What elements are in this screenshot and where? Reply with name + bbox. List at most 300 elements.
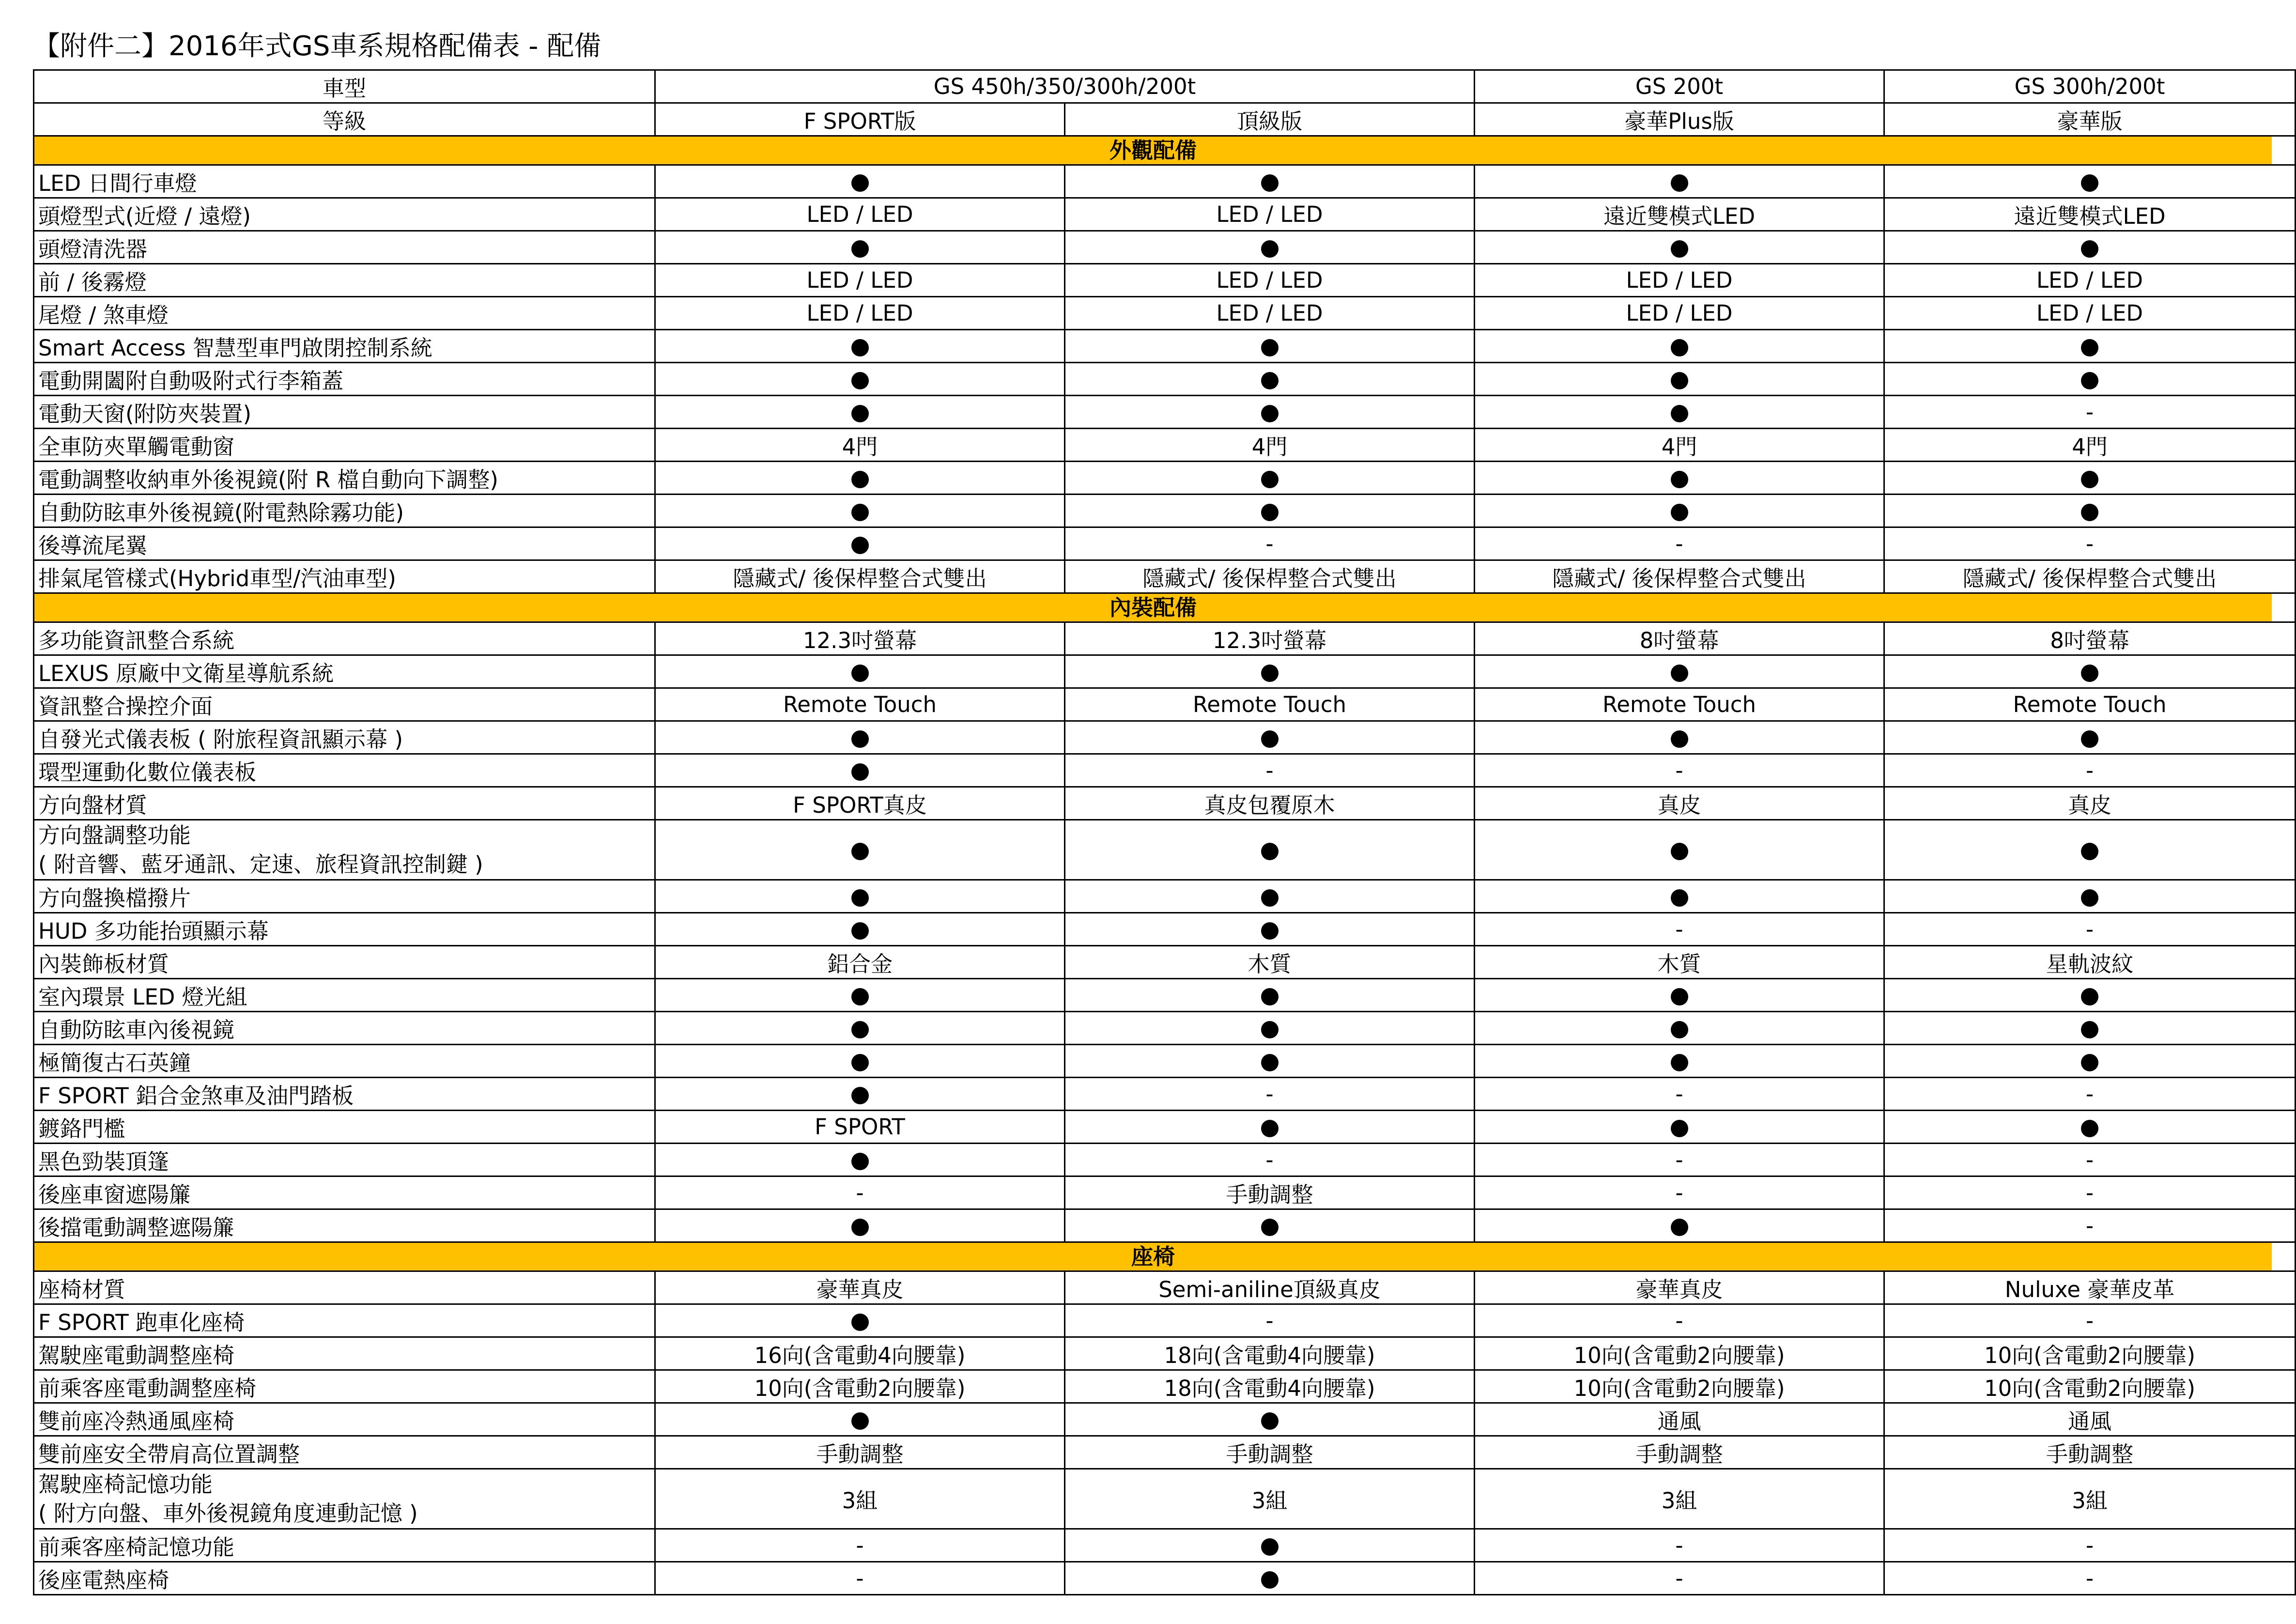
- equipped-dot-icon: [851, 1087, 869, 1104]
- spec-value-cell: [1475, 1111, 1884, 1144]
- section-header-row: [34, 593, 2296, 622]
- equipped-dot-icon: [1671, 174, 1688, 192]
- spec-value-cell: [655, 880, 1065, 913]
- spec-value-cell: 3組: [1475, 1469, 1884, 1529]
- equipped-dot-icon: [1261, 174, 1279, 192]
- spec-value-cell: [1884, 495, 2296, 527]
- equipped-dot-icon: [2081, 988, 2098, 1005]
- spec-value-cell: [655, 913, 1065, 946]
- spec-value-cell: -: [1475, 754, 1884, 787]
- equipped-dot-icon: [1261, 1538, 1279, 1556]
- spec-value-cell: [1065, 1012, 1475, 1045]
- spec-value-cell: [1475, 165, 1884, 198]
- feature-label: HUD 多功能抬頭顯示幕: [34, 913, 655, 946]
- spec-value-cell: [1065, 880, 1475, 913]
- equipped-dot-icon: [851, 922, 869, 940]
- equipped-dot-icon: [1261, 988, 1279, 1005]
- feature-label: 方向盤換檔撥片: [34, 880, 655, 913]
- equipped-dot-icon: [1671, 471, 1688, 488]
- equipped-dot-icon: [2081, 665, 2098, 682]
- table-row: [34, 264, 2296, 297]
- spec-value-cell: 隱藏式/ 後保桿整合式雙出: [655, 560, 1065, 593]
- section-title: 座椅: [34, 1243, 2272, 1270]
- spec-value-cell: Semi-aniline頂級真皮: [1065, 1271, 1475, 1304]
- spec-value-cell: -: [1884, 1209, 2296, 1242]
- spec-value-cell: [1065, 231, 1475, 264]
- spec-value-cell: [1065, 721, 1475, 754]
- section-header-row: [34, 136, 2296, 165]
- equipped-dot-icon: [2081, 1021, 2098, 1038]
- header-model-gs-group-2: GS 200t: [1475, 70, 1884, 103]
- spec-value-cell: Remote Touch: [1065, 688, 1475, 721]
- equipped-dot-icon: [851, 372, 869, 389]
- spec-value-cell: [1475, 1209, 1884, 1242]
- section-header-cell: [34, 1242, 2296, 1271]
- spec-value-cell: 隱藏式/ 後保桿整合式雙出: [1884, 560, 2296, 593]
- feature-label: 電動天窗(附防夾裝置): [34, 396, 655, 429]
- feature-label: 鍍鉻門檻: [34, 1111, 655, 1144]
- feature-label: 後座電熱座椅: [34, 1562, 655, 1595]
- spec-value-cell: 16向(含電動4向腰靠): [655, 1337, 1065, 1370]
- spec-value-cell: [1475, 231, 1884, 264]
- feature-label: 內裝飾板材質: [34, 946, 655, 979]
- spec-value-cell: 8吋螢幕: [1475, 622, 1884, 655]
- spec-value-cell: -: [655, 1529, 1065, 1562]
- equipped-dot-icon: [851, 665, 869, 682]
- spec-value-cell: 遠近雙模式LED: [1475, 198, 1884, 231]
- spec-value-cell: [1065, 979, 1475, 1012]
- equipped-dot-icon: [1671, 988, 1688, 1005]
- spec-value-cell: -: [1884, 1078, 2296, 1111]
- feature-label: 後座車窗遮陽簾: [34, 1176, 655, 1209]
- spec-value-cell: Remote Touch: [1884, 688, 2296, 721]
- equipped-dot-icon: [1671, 405, 1688, 422]
- spec-value-cell: [1475, 820, 1884, 880]
- spec-value-cell: 真皮包覆原木: [1065, 787, 1475, 820]
- equipped-dot-icon: [1671, 1219, 1688, 1236]
- spec-value-cell: [1475, 721, 1884, 754]
- feature-label: 雙前座安全帶肩高位置調整: [34, 1436, 655, 1469]
- feature-label: 環型運動化數位儀表板: [34, 754, 655, 787]
- equipped-dot-icon: [2081, 889, 2098, 907]
- spec-value-cell: 真皮: [1475, 787, 1884, 820]
- feature-label: 後導流尾翼: [34, 527, 655, 560]
- spec-value-cell: 10向(含電動2向腰靠): [1475, 1337, 1884, 1370]
- spec-value-cell: [655, 231, 1065, 264]
- table-row: [34, 979, 2296, 1012]
- feature-label: 頭燈型式(近燈 / 遠燈): [34, 198, 655, 231]
- spec-value-cell: [655, 820, 1065, 880]
- feature-label: LEXUS 原廠中文衛星導航系統: [34, 655, 655, 688]
- equipped-dot-icon: [1261, 372, 1279, 389]
- table-row: [34, 198, 2296, 231]
- equipped-dot-icon: [2081, 471, 2098, 488]
- spec-value-cell: [1065, 655, 1475, 688]
- table-row: [34, 880, 2296, 913]
- spec-value-cell: -: [1884, 396, 2296, 429]
- table-row: [34, 1271, 2296, 1304]
- spec-value-cell: [1065, 165, 1475, 198]
- table-row: [34, 1529, 2296, 1562]
- spec-value-cell: 10向(含電動2向腰靠): [655, 1370, 1065, 1403]
- feature-label: 資訊整合操控介面: [34, 688, 655, 721]
- table-row: [34, 560, 2296, 593]
- spec-value-cell: -: [1884, 1562, 2296, 1595]
- spec-value-cell: LED / LED: [655, 264, 1065, 297]
- equipped-dot-icon: [1261, 922, 1279, 940]
- equipped-dot-icon: [851, 730, 869, 748]
- spec-value-cell: -: [1475, 913, 1884, 946]
- spec-value-cell: [1884, 231, 2296, 264]
- spec-value-cell: [1475, 330, 1884, 363]
- equipped-dot-icon: [851, 763, 869, 781]
- spec-value-cell: 4門: [1475, 429, 1884, 462]
- feature-label: 自發光式儀表板 ( 附旅程資訊顯示幕 ): [34, 721, 655, 754]
- spec-value-cell: 遠近雙模式LED: [1884, 198, 2296, 231]
- table-row: [34, 1403, 2296, 1436]
- spec-value-cell: 18向(含電動4向腰靠): [1065, 1337, 1475, 1370]
- spec-value-cell: [655, 655, 1065, 688]
- equipped-dot-icon: [1261, 1054, 1279, 1071]
- document-title: 【附件二】2016年式GS車系規格配備表 - 配備: [33, 31, 601, 62]
- spec-value-cell: LED / LED: [1884, 297, 2296, 330]
- equipped-dot-icon: [1261, 1120, 1279, 1137]
- table-row: [34, 1078, 2296, 1111]
- table-row: [34, 946, 2296, 979]
- spec-value-cell: -: [1475, 1529, 1884, 1562]
- spec-value-cell: [655, 1045, 1065, 1078]
- spec-value-cell: [1475, 363, 1884, 396]
- equipped-dot-icon: [1261, 889, 1279, 907]
- spec-value-cell: [655, 165, 1065, 198]
- equipped-dot-icon: [1671, 372, 1688, 389]
- equipped-dot-icon: [2081, 372, 2098, 389]
- equipped-dot-icon: [851, 1219, 869, 1236]
- equipped-dot-icon: [1671, 339, 1688, 356]
- equipped-dot-icon: [2081, 174, 2098, 192]
- spec-value-cell: [1884, 1012, 2296, 1045]
- feature-label: 座椅材質: [34, 1271, 655, 1304]
- equipped-dot-icon: [2081, 730, 2098, 748]
- spec-value-cell: [1065, 462, 1475, 495]
- spec-value-cell: LED / LED: [655, 198, 1065, 231]
- feature-label: 電動開闔附自動吸附式行李箱蓋: [34, 363, 655, 396]
- equipped-dot-icon: [1671, 240, 1688, 258]
- table-row: [34, 1436, 2296, 1469]
- spec-value-cell: -: [1065, 1144, 1475, 1176]
- equipped-dot-icon: [851, 339, 869, 356]
- section-title: 外觀配備: [34, 137, 2272, 164]
- equipped-dot-icon: [851, 843, 869, 860]
- table-row: [34, 1337, 2296, 1370]
- spec-value-cell: [1884, 721, 2296, 754]
- feature-label: 方向盤材質: [34, 787, 655, 820]
- feature-label: 前乘客座電動調整座椅: [34, 1370, 655, 1403]
- table-row: [34, 231, 2296, 264]
- spec-value-cell: -: [1065, 754, 1475, 787]
- header-label-grade: 等級: [34, 103, 655, 136]
- spec-value-cell: [1884, 979, 2296, 1012]
- spec-value-cell: -: [1884, 913, 2296, 946]
- spec-value-cell: LED / LED: [1065, 198, 1475, 231]
- spec-value-cell: 豪華真皮: [655, 1271, 1065, 1304]
- table-row: [34, 330, 2296, 363]
- spec-value-cell: 木質: [1065, 946, 1475, 979]
- equipped-dot-icon: [851, 405, 869, 422]
- spec-value-cell: 10向(含電動2向腰靠): [1884, 1370, 2296, 1403]
- equipped-dot-icon: [1671, 1054, 1688, 1071]
- equipped-dot-icon: [851, 240, 869, 258]
- spec-value-cell: [1475, 396, 1884, 429]
- header-grade-luxury-plus: 豪華Plus版: [1475, 103, 1884, 136]
- equipped-dot-icon: [851, 889, 869, 907]
- feature-label: 後擋電動調整遮陽簾: [34, 1209, 655, 1242]
- table-row: [34, 913, 2296, 946]
- spec-value-cell: [655, 1304, 1065, 1337]
- spec-value-cell: 鋁合金: [655, 946, 1065, 979]
- spec-value-cell: 4門: [1884, 429, 2296, 462]
- spec-value-cell: -: [655, 1562, 1065, 1595]
- spec-value-cell: [1065, 363, 1475, 396]
- spec-value-cell: 真皮: [1884, 787, 2296, 820]
- header-row-grade: [34, 103, 2296, 136]
- spec-value-cell: LED / LED: [1065, 297, 1475, 330]
- spec-value-cell: [655, 363, 1065, 396]
- table-row: [34, 721, 2296, 754]
- table-row: [34, 1304, 2296, 1337]
- header-model-gs-group-3: GS 300h/200t: [1884, 70, 2296, 103]
- equipped-dot-icon: [851, 1153, 869, 1170]
- spec-value-cell: [1065, 1403, 1475, 1436]
- spec-value-cell: [1065, 1562, 1475, 1595]
- spec-value-cell: [655, 1209, 1065, 1242]
- table-row: [34, 165, 2296, 198]
- feature-label: 尾燈 / 煞車燈: [34, 297, 655, 330]
- spec-value-cell: Remote Touch: [655, 688, 1065, 721]
- equipped-dot-icon: [851, 1021, 869, 1038]
- spec-value-cell: 10向(含電動2向腰靠): [1475, 1370, 1884, 1403]
- spec-value-cell: [1475, 880, 1884, 913]
- spec-value-cell: [655, 1012, 1065, 1045]
- spec-value-cell: -: [1475, 1078, 1884, 1111]
- spec-value-cell: 隱藏式/ 後保桿整合式雙出: [1475, 560, 1884, 593]
- spec-value-cell: -: [1475, 1304, 1884, 1337]
- spec-value-cell: [1884, 165, 2296, 198]
- header-row-model: [34, 70, 2296, 103]
- spec-value-cell: [1884, 462, 2296, 495]
- equipped-dot-icon: [1671, 665, 1688, 682]
- spec-value-cell: -: [1884, 754, 2296, 787]
- spec-value-cell: [1884, 655, 2296, 688]
- equipped-dot-icon: [1261, 665, 1279, 682]
- spec-value-cell: [1065, 396, 1475, 429]
- spec-value-cell: -: [1065, 527, 1475, 560]
- spec-value-cell: -: [1475, 1562, 1884, 1595]
- equipped-dot-icon: [851, 504, 869, 521]
- equipped-dot-icon: [851, 471, 869, 488]
- spec-value-cell: [655, 1403, 1065, 1436]
- spec-value-cell: -: [1065, 1304, 1475, 1337]
- spec-value-cell: [1065, 1111, 1475, 1144]
- feature-label: LED 日間行車燈: [34, 165, 655, 198]
- spec-value-cell: [1065, 1529, 1475, 1562]
- spec-value-cell: 4門: [655, 429, 1065, 462]
- table-row: [34, 754, 2296, 787]
- spec-value-cell: [655, 462, 1065, 495]
- spec-value-cell: -: [1884, 527, 2296, 560]
- table-row: [34, 1144, 2296, 1176]
- spec-value-cell: 手動調整: [1065, 1436, 1475, 1469]
- spec-value-cell: [655, 495, 1065, 527]
- spec-value-cell: -: [655, 1176, 1065, 1209]
- feature-label-line: 駕駛座椅記憶功能: [38, 1471, 213, 1497]
- table-row: [34, 1111, 2296, 1144]
- spec-value-cell: 4門: [1065, 429, 1475, 462]
- spec-value-cell: [655, 527, 1065, 560]
- spec-value-cell: [1884, 1111, 2296, 1144]
- equipped-dot-icon: [1261, 240, 1279, 258]
- table-row: [34, 655, 2296, 688]
- table-row: [34, 1370, 2296, 1403]
- equipped-dot-icon: [1671, 504, 1688, 521]
- feature-label-line: 方向盤調整功能: [38, 822, 191, 848]
- feature-label: 室內環景 LED 燈光組: [34, 979, 655, 1012]
- equipped-dot-icon: [1261, 1571, 1279, 1589]
- equipped-dot-icon: [2081, 1120, 2098, 1137]
- spec-value-cell: [1475, 462, 1884, 495]
- spec-value-cell: LED / LED: [655, 297, 1065, 330]
- spec-value-cell: Nuluxe 豪華皮革: [1884, 1271, 2296, 1304]
- spec-value-cell: 手動調整: [1884, 1436, 2296, 1469]
- table-row: [34, 622, 2296, 655]
- equipped-dot-icon: [851, 1412, 869, 1430]
- spec-value-cell: LED / LED: [1884, 264, 2296, 297]
- equipped-dot-icon: [851, 988, 869, 1005]
- spec-value-cell: LED / LED: [1065, 264, 1475, 297]
- spec-value-cell: -: [1884, 1304, 2296, 1337]
- spec-value-cell: 星軌波紋: [1884, 946, 2296, 979]
- table-row: [34, 820, 2296, 880]
- spec-value-cell: [655, 754, 1065, 787]
- spec-value-cell: [655, 1144, 1065, 1176]
- spec-value-cell: [1065, 330, 1475, 363]
- table-row: [34, 495, 2296, 527]
- equipped-dot-icon: [851, 174, 869, 192]
- spec-value-cell: [655, 979, 1065, 1012]
- equipped-dot-icon: [1261, 471, 1279, 488]
- feature-label: F SPORT 鋁合金煞車及油門踏板: [34, 1078, 655, 1111]
- equipped-dot-icon: [851, 1054, 869, 1071]
- equipped-dot-icon: [2081, 1054, 2098, 1071]
- spec-value-cell: 18向(含電動4向腰靠): [1065, 1370, 1475, 1403]
- feature-label: [34, 820, 655, 880]
- feature-label: 駕駛座電動調整座椅: [34, 1337, 655, 1370]
- header-grade-luxury: 豪華版: [1884, 103, 2296, 136]
- spec-value-cell: 木質: [1475, 946, 1884, 979]
- table-row: [34, 1176, 2296, 1209]
- table-row: [34, 1562, 2296, 1595]
- spec-table: [33, 69, 2296, 1595]
- feature-label: 雙前座冷熱通風座椅: [34, 1403, 655, 1436]
- spec-value-cell: 3組: [655, 1469, 1065, 1529]
- spec-value-cell: [1475, 655, 1884, 688]
- equipped-dot-icon: [851, 1314, 869, 1331]
- feature-label: F SPORT 跑車化座椅: [34, 1304, 655, 1337]
- spec-value-cell: [1065, 913, 1475, 946]
- feature-label: Smart Access 智慧型車門啟閉控制系統: [34, 330, 655, 363]
- spec-value-cell: [1475, 1012, 1884, 1045]
- table-row: [34, 429, 2296, 462]
- equipped-dot-icon: [1261, 843, 1279, 860]
- header-grade-premium: 頂級版: [1065, 103, 1475, 136]
- spec-value-cell: [1884, 1045, 2296, 1078]
- spec-value-cell: -: [1884, 1144, 2296, 1176]
- table-row: [34, 1045, 2296, 1078]
- spec-value-cell: 通風: [1884, 1403, 2296, 1436]
- spec-value-cell: 手動調整: [1475, 1436, 1884, 1469]
- feature-label: 前乘客座椅記憶功能: [34, 1529, 655, 1562]
- table-row: [34, 1469, 2296, 1529]
- spec-value-cell: LED / LED: [1475, 297, 1884, 330]
- feature-label: 黑色勁裝頂篷: [34, 1144, 655, 1176]
- section-header-row: [34, 1242, 2296, 1271]
- table-row: [34, 1209, 2296, 1242]
- table-row: [34, 1012, 2296, 1045]
- spec-value-cell: [655, 721, 1065, 754]
- spec-value-cell: 豪華真皮: [1475, 1271, 1884, 1304]
- feature-label-note: ( 附音響、藍牙通訊、定速、旅程資訊控制鍵 ): [38, 851, 483, 877]
- spec-value-cell: [1884, 330, 2296, 363]
- spec-value-cell: [1475, 979, 1884, 1012]
- feature-label: 排氣尾管樣式(Hybrid車型/汽油車型): [34, 560, 655, 593]
- table-row: [34, 527, 2296, 560]
- table-row: [34, 787, 2296, 820]
- section-title: 內裝配備: [34, 594, 2272, 621]
- equipped-dot-icon: [1671, 1120, 1688, 1137]
- equipped-dot-icon: [1671, 889, 1688, 907]
- feature-label: 多功能資訊整合系統: [34, 622, 655, 655]
- spec-value-cell: [1065, 1209, 1475, 1242]
- feature-label: 全車防夾單觸電動窗: [34, 429, 655, 462]
- feature-label: 電動調整收納車外後視鏡(附 R 檔自動向下調整): [34, 462, 655, 495]
- spec-value-cell: [1065, 495, 1475, 527]
- spec-value-cell: -: [1884, 1176, 2296, 1209]
- spec-value-cell: [1884, 363, 2296, 396]
- equipped-dot-icon: [851, 537, 869, 554]
- spec-value-cell: [1884, 880, 2296, 913]
- equipped-dot-icon: [1261, 339, 1279, 356]
- spec-value-cell: [1065, 1045, 1475, 1078]
- equipped-dot-icon: [1261, 730, 1279, 748]
- equipped-dot-icon: [1261, 1219, 1279, 1236]
- feature-label: 自動防眩車外後視鏡(附電熱除霧功能): [34, 495, 655, 527]
- spec-value-cell: 8吋螢幕: [1884, 622, 2296, 655]
- spec-value-cell: 手動調整: [655, 1436, 1065, 1469]
- feature-label-note: ( 附方向盤、車外後視鏡角度連動記憶 ): [38, 1500, 418, 1526]
- equipped-dot-icon: [1261, 1412, 1279, 1430]
- equipped-dot-icon: [2081, 843, 2098, 860]
- spec-value-cell: -: [1475, 1176, 1884, 1209]
- spec-value-cell: [1884, 820, 2296, 880]
- table-row: [34, 396, 2296, 429]
- spec-value-cell: [655, 1078, 1065, 1111]
- feature-label: 極簡復古石英鐘: [34, 1045, 655, 1078]
- equipped-dot-icon: [1261, 405, 1279, 422]
- equipped-dot-icon: [1671, 1021, 1688, 1038]
- equipped-dot-icon: [1261, 504, 1279, 521]
- table-row: [34, 363, 2296, 396]
- spec-value-cell: -: [1475, 527, 1884, 560]
